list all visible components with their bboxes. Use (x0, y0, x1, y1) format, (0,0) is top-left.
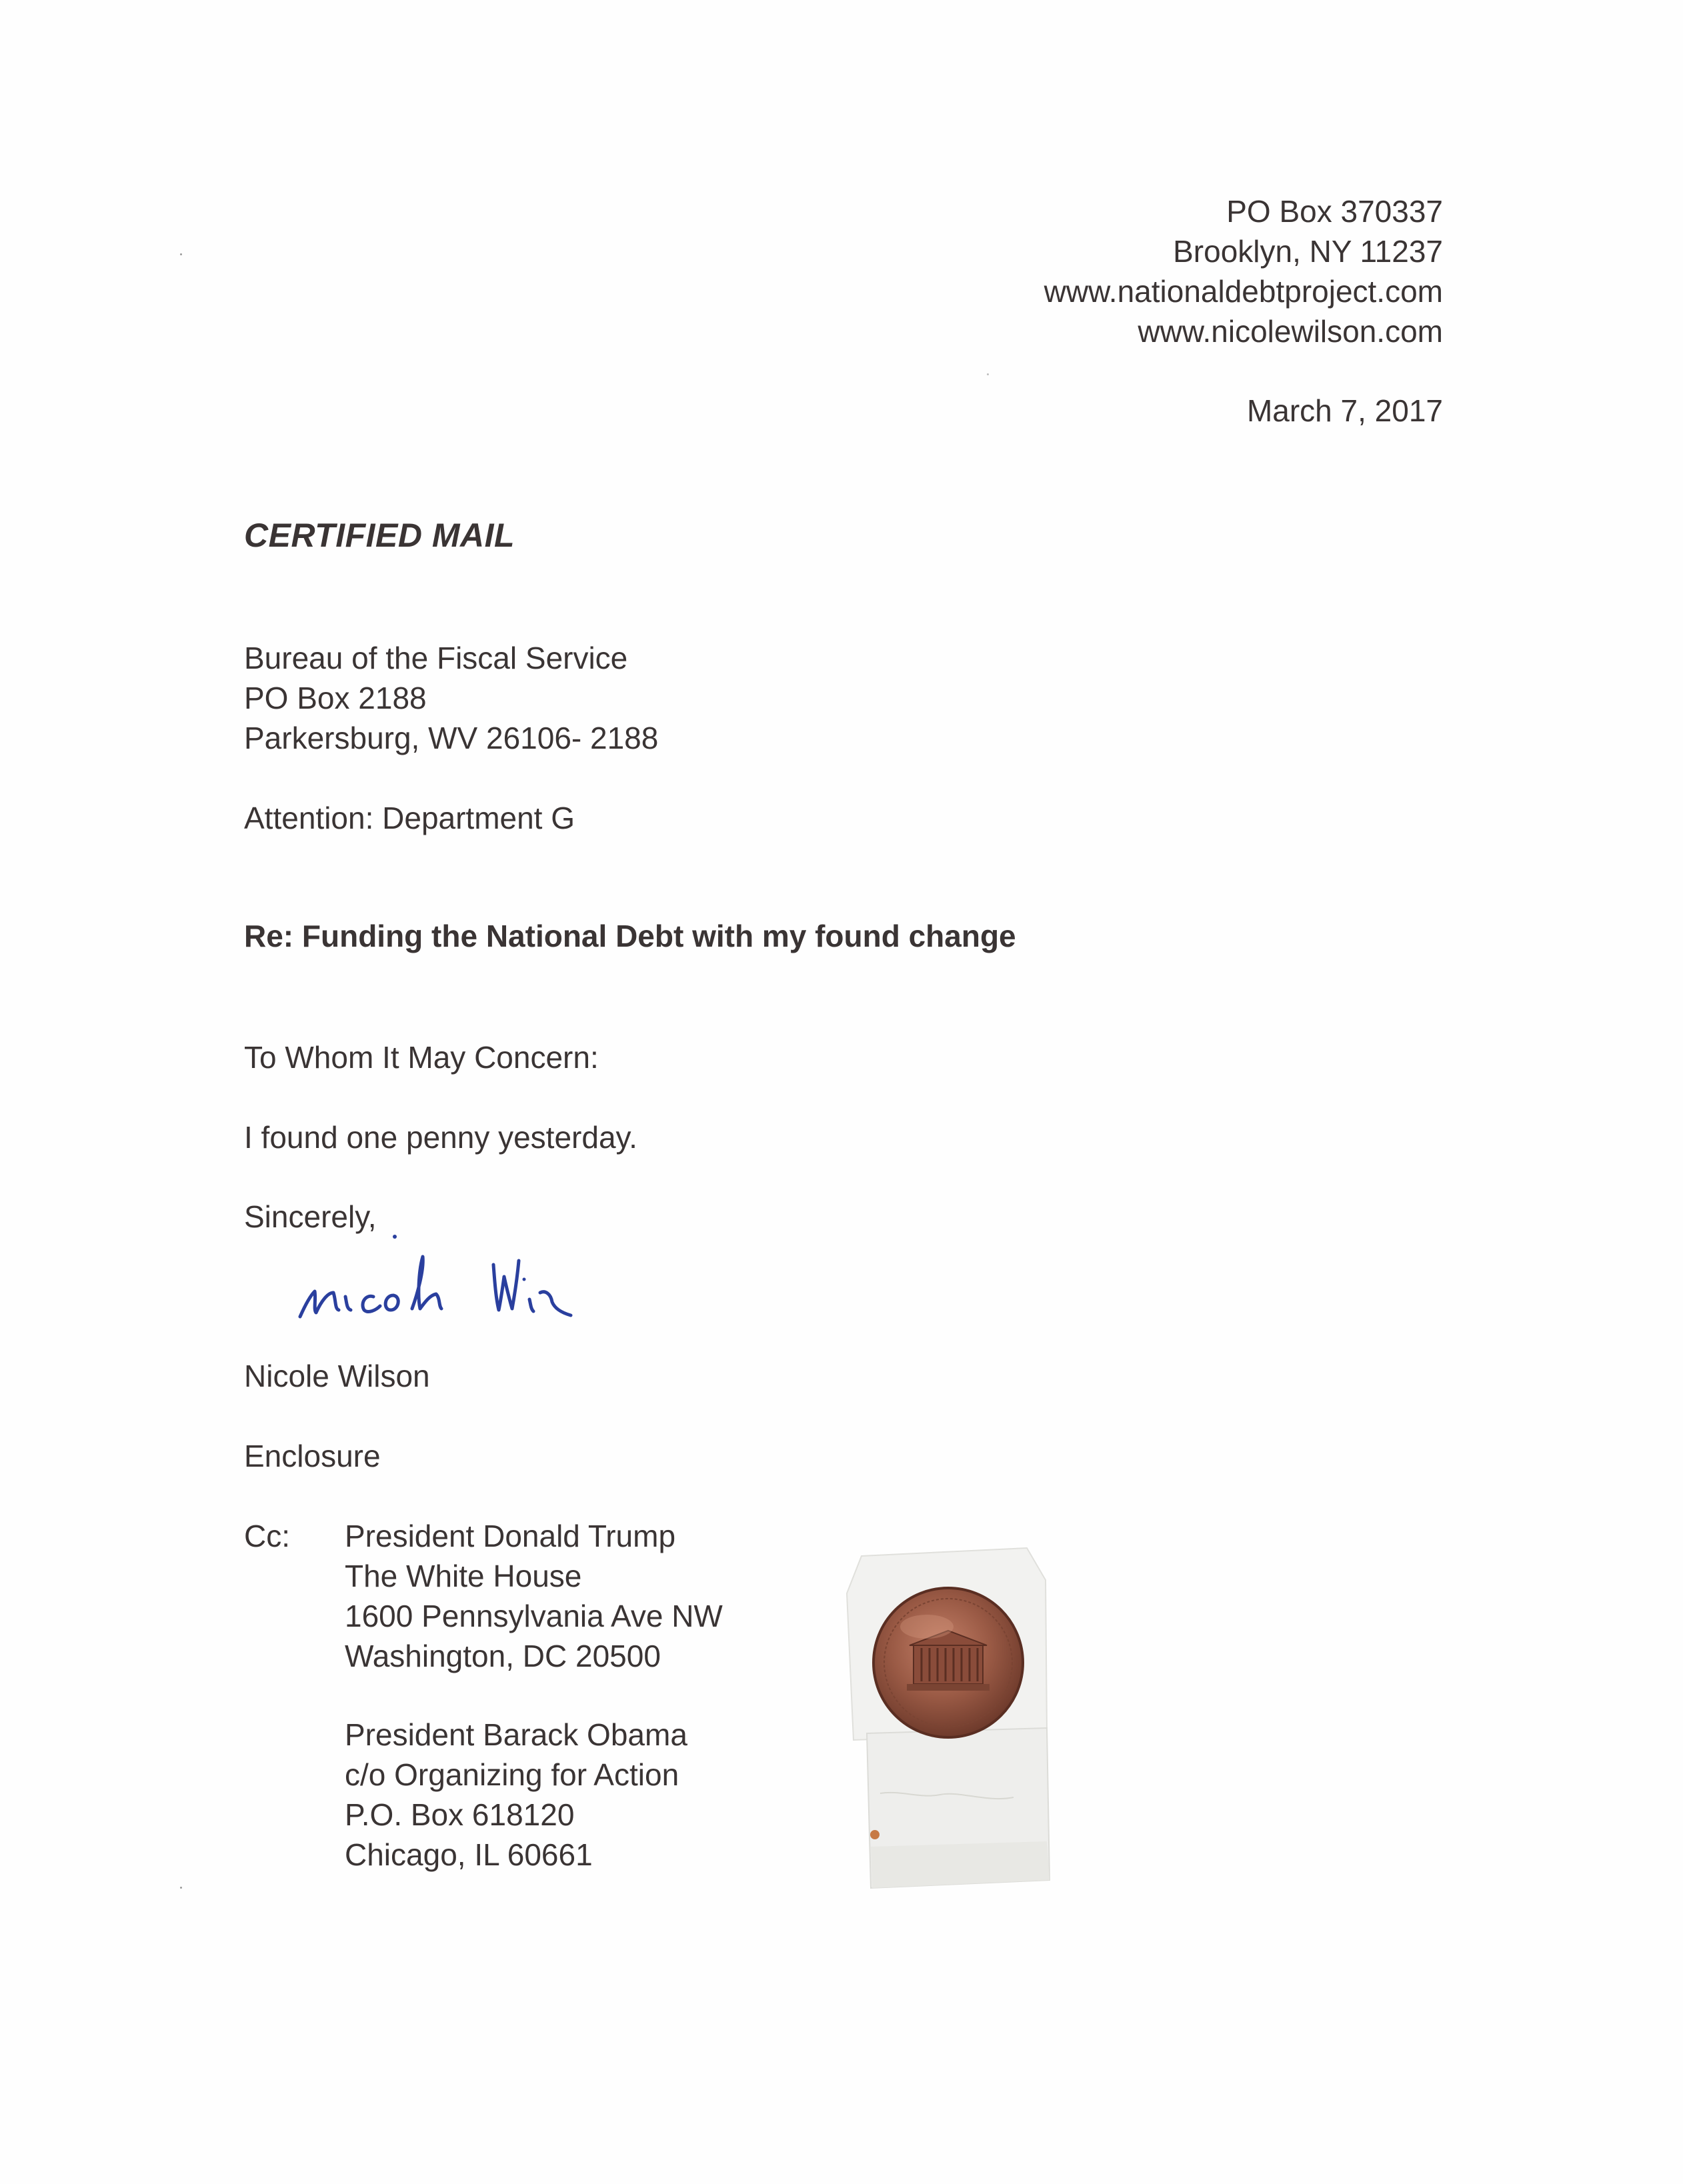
certified-mail-heading: CERTIFIED MAIL (244, 517, 515, 554)
enclosure-line: Enclosure (244, 1439, 381, 1473)
cc-2-line-2: c/o Organizing for Action (345, 1757, 679, 1792)
salutation: To Whom It May Concern: (244, 1040, 599, 1075)
cc-1-line-4: Washington, DC 20500 (345, 1639, 661, 1673)
cc-1-name: President Donald Trump (345, 1519, 676, 1553)
paper-speck (180, 1887, 182, 1889)
subject-line: Re: Funding the National Debt with my found change (244, 919, 1016, 953)
handwritten-signature (287, 1230, 607, 1343)
letter-date: March 7, 2017 (1246, 393, 1443, 428)
cc-label: Cc: (244, 1519, 290, 1553)
attention-line: Attention: Department G (244, 801, 575, 835)
signer-name: Nicole Wilson (244, 1359, 430, 1393)
sender-po-box: PO Box 370337 (1226, 194, 1443, 229)
sender-website-1: www.nationaldebtproject.com (1044, 274, 1443, 309)
taped-penny (827, 1533, 1087, 1920)
sender-city-state-zip: Brooklyn, NY 11237 (1173, 234, 1443, 269)
sender-website-2: www.nicolewilson.com (1138, 314, 1443, 349)
paper-speck (180, 253, 182, 255)
letter-body: I found one penny yesterday. (244, 1120, 637, 1155)
cc-1-line-3: 1600 Pennsylvania Ave NW (345, 1599, 723, 1633)
recipient-po-box: PO Box 2188 (244, 681, 427, 715)
closing: Sincerely, (244, 1199, 377, 1234)
recipient-city-state-zip: Parkersburg, WV 26106- 2188 (244, 721, 659, 755)
cc-1-line-2: The White House (345, 1559, 582, 1593)
cc-2-line-3: P.O. Box 618120 (345, 1797, 575, 1832)
cc-2-line-4: Chicago, IL 60661 (345, 1837, 593, 1872)
recipient-name: Bureau of the Fiscal Service (244, 641, 628, 675)
paper-speck (987, 373, 989, 375)
cc-2-name: President Barack Obama (345, 1717, 687, 1752)
penny-coin (874, 1588, 1023, 1737)
